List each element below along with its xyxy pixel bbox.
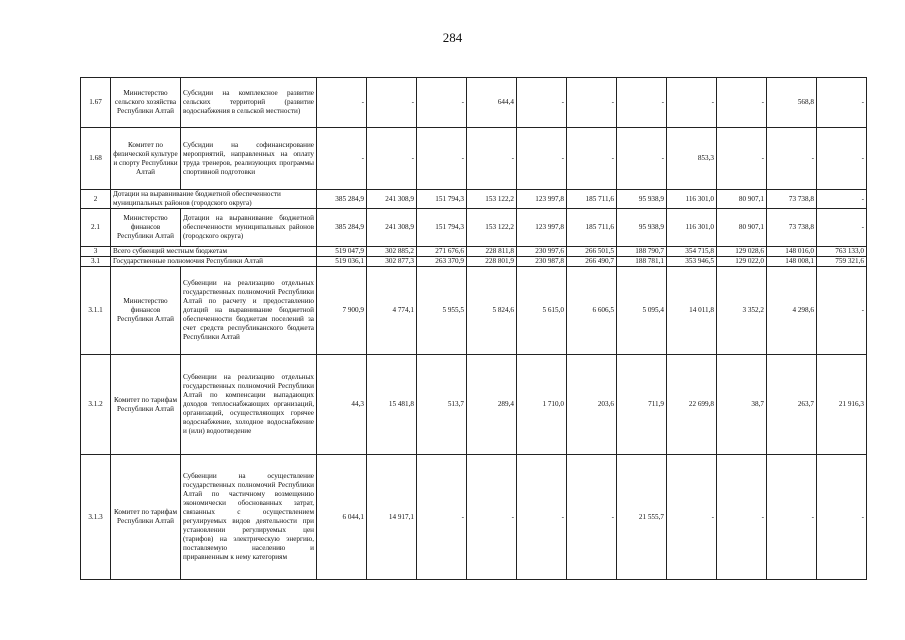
value-cell: 763 133,0: [817, 247, 867, 257]
value-cell: 95 938,9: [617, 190, 667, 209]
table-row: [81, 247, 867, 257]
value-cell: 853,3: [667, 128, 717, 190]
value-cell: -: [717, 78, 767, 128]
value-cell: -: [767, 455, 817, 580]
value-cell: -: [517, 128, 567, 190]
description-cell: Дотации на выравнивание бюджетной обеспеченности муниципальных районов (городского округа): [181, 209, 317, 247]
value-cell: -: [317, 128, 367, 190]
table-row: [81, 257, 867, 267]
value-cell: 1 710,0: [517, 355, 567, 455]
value-cell: -: [817, 190, 867, 209]
value-cell: 5 615,0: [517, 267, 567, 355]
value-cell: 6 606,5: [567, 267, 617, 355]
organization-cell: Комитет по тарифам Республики Алтай: [111, 455, 181, 580]
value-cell: 230 987,8: [517, 257, 567, 267]
value-cell: 44,3: [317, 355, 367, 455]
value-cell: 153 122,2: [467, 209, 517, 247]
value-cell: 185 711,6: [567, 190, 617, 209]
value-cell: 15 481,8: [367, 355, 417, 455]
table-row: [81, 455, 867, 580]
value-cell: -: [567, 128, 617, 190]
value-cell: 203,6: [567, 355, 617, 455]
value-cell: 14 917,1: [367, 455, 417, 580]
value-cell: 4 298,6: [767, 267, 817, 355]
value-cell: 353 946,5: [667, 257, 717, 267]
value-cell: -: [817, 128, 867, 190]
value-cell: 123 997,8: [517, 190, 567, 209]
value-cell: -: [817, 267, 867, 355]
description-cell: Субвенции на реализацию отдельных государственных полномочий Республики Алтай по расчету и предоставлению дотаций на выравнивание бюджетной обеспеченности бюджетам поселений за счет средств республиканского бюджета Республики Алтай: [181, 267, 317, 355]
value-cell: -: [417, 128, 467, 190]
row-title-cell: Государственные полномочия Республики Алтай: [111, 257, 317, 267]
value-cell: 519 047,9: [317, 247, 367, 257]
value-cell: 5 824,6: [467, 267, 517, 355]
value-cell: 151 794,3: [417, 190, 467, 209]
value-cell: 5 955,5: [417, 267, 467, 355]
organization-cell: Комитет по физической культуре и спорту Республики Алтай: [111, 128, 181, 190]
table-row: [81, 209, 867, 247]
row-code-cell: 3: [81, 247, 111, 257]
value-cell: 153 122,2: [467, 190, 517, 209]
page-number: 284: [442, 30, 463, 45]
value-cell: 385 284,9: [317, 209, 367, 247]
value-cell: -: [667, 78, 717, 128]
value-cell: 129 028,6: [717, 247, 767, 257]
value-cell: 263 370,9: [417, 257, 467, 267]
table-row: [81, 78, 867, 128]
value-cell: 241 308,9: [367, 209, 417, 247]
value-cell: 263,7: [767, 355, 817, 455]
value-cell: 7 900,9: [317, 267, 367, 355]
value-cell: -: [367, 78, 417, 128]
row-code-cell: 3.1: [81, 257, 111, 267]
value-cell: 80 907,1: [717, 190, 767, 209]
value-cell: 513,7: [417, 355, 467, 455]
value-cell: -: [517, 455, 567, 580]
value-cell: 6 044,1: [317, 455, 367, 580]
value-cell: 3 352,2: [717, 267, 767, 355]
value-cell: 228 801,9: [467, 257, 517, 267]
value-cell: -: [817, 78, 867, 128]
organization-cell: Министерство сельского хозяйства Республики Алтай: [111, 78, 181, 128]
value-cell: -: [767, 128, 817, 190]
organization-cell: Министерство финансов Республики Алтай: [111, 209, 181, 247]
value-cell: 4 774,1: [367, 267, 417, 355]
value-cell: 354 715,8: [667, 247, 717, 257]
value-cell: -: [717, 128, 767, 190]
value-cell: -: [567, 78, 617, 128]
budget-table: [80, 77, 867, 580]
value-cell: 151 794,3: [417, 209, 467, 247]
value-cell: 230 997,6: [517, 247, 567, 257]
value-cell: 95 938,9: [617, 209, 667, 247]
value-cell: 21 555,7: [617, 455, 667, 580]
value-cell: 73 738,8: [767, 190, 817, 209]
row-title-cell: Всего субвенций местным бюджетам: [111, 247, 317, 257]
value-cell: 116 301,0: [667, 209, 717, 247]
value-cell: 185 711,6: [567, 209, 617, 247]
value-cell: 14 011,8: [667, 267, 717, 355]
table-row: [81, 267, 867, 355]
row-code-cell: 2: [81, 190, 111, 209]
value-cell: 116 301,0: [667, 190, 717, 209]
table-row: [81, 190, 867, 209]
value-cell: 266 490,7: [567, 257, 617, 267]
value-cell: 302 877,3: [367, 257, 417, 267]
value-cell: 188 781,1: [617, 257, 667, 267]
value-cell: 80 907,1: [717, 209, 767, 247]
value-cell: 22 699,8: [667, 355, 717, 455]
value-cell: -: [717, 455, 767, 580]
value-cell: 711,9: [617, 355, 667, 455]
value-cell: -: [617, 78, 667, 128]
value-cell: -: [417, 78, 467, 128]
value-cell: -: [467, 455, 517, 580]
organization-cell: Комитет по тарифам Республики Алтай: [111, 355, 181, 455]
value-cell: -: [417, 455, 467, 580]
value-cell: 289,4: [467, 355, 517, 455]
value-cell: 519 036,1: [317, 257, 367, 267]
value-cell: -: [467, 128, 517, 190]
row-code-cell: 2.1: [81, 209, 111, 247]
value-cell: 228 811,8: [467, 247, 517, 257]
value-cell: -: [667, 455, 717, 580]
organization-cell: Министерство финансов Республики Алтай: [111, 267, 181, 355]
value-cell: -: [317, 78, 367, 128]
value-cell: 73 738,8: [767, 209, 817, 247]
row-code-cell: 3.1.2: [81, 355, 111, 455]
value-cell: 148 008,1: [767, 257, 817, 267]
value-cell: 148 016,0: [767, 247, 817, 257]
value-cell: -: [817, 209, 867, 247]
value-cell: -: [617, 128, 667, 190]
value-cell: 5 095,4: [617, 267, 667, 355]
value-cell: 188 790,7: [617, 247, 667, 257]
description-cell: Субвенции на реализацию отдельных государственных полномочий Республики Алтай по компенсации выпадающих доходов теплоснабжающих организаций, организаций, осуществляющих горячее водоснабжение, холодное водоснабжение и (или) водоотведение: [181, 355, 317, 455]
value-cell: 302 885,2: [367, 247, 417, 257]
row-code-cell: 3.1.1: [81, 267, 111, 355]
value-cell: 21 916,3: [817, 355, 867, 455]
row-code-cell: 3.1.3: [81, 455, 111, 580]
value-cell: -: [367, 128, 417, 190]
description-cell: Субсидии на комплексное развитие сельских территорий (развитие водоснабжения в сельской местности): [181, 78, 317, 128]
value-cell: -: [517, 78, 567, 128]
value-cell: 385 284,9: [317, 190, 367, 209]
table-row: [81, 355, 867, 455]
description-cell: Субсидии на софинансирование мероприятий, направленных на оплату труда тренеров, реализующих программы спортивной подготовки: [181, 128, 317, 190]
row-code-cell: 1.67: [81, 78, 111, 128]
value-cell: -: [567, 455, 617, 580]
table-row: [81, 128, 867, 190]
value-cell: 241 308,9: [367, 190, 417, 209]
description-cell: Субвенции на осуществление государственных полномочий Республики Алтай по частичному возмещению экономически обоснованных затрат, связанных с осуществлением регулируемых видов деятельности при установлении регулируемых цен (тарифов) на электрическую энергию, поставляемую населению и приравненным к нему категориям: [181, 455, 317, 580]
value-cell: 759 321,6: [817, 257, 867, 267]
value-cell: 271 676,6: [417, 247, 467, 257]
row-title-cell: Дотации на выравнивание бюджетной обеспеченности муниципальных районов (городского округа): [111, 190, 317, 209]
value-cell: 123 997,8: [517, 209, 567, 247]
value-cell: 266 501,5: [567, 247, 617, 257]
row-code-cell: 1.68: [81, 128, 111, 190]
value-cell: -: [817, 455, 867, 580]
value-cell: 644,4: [467, 78, 517, 128]
value-cell: 129 022,0: [717, 257, 767, 267]
value-cell: 38,7: [717, 355, 767, 455]
value-cell: 568,8: [767, 78, 817, 128]
